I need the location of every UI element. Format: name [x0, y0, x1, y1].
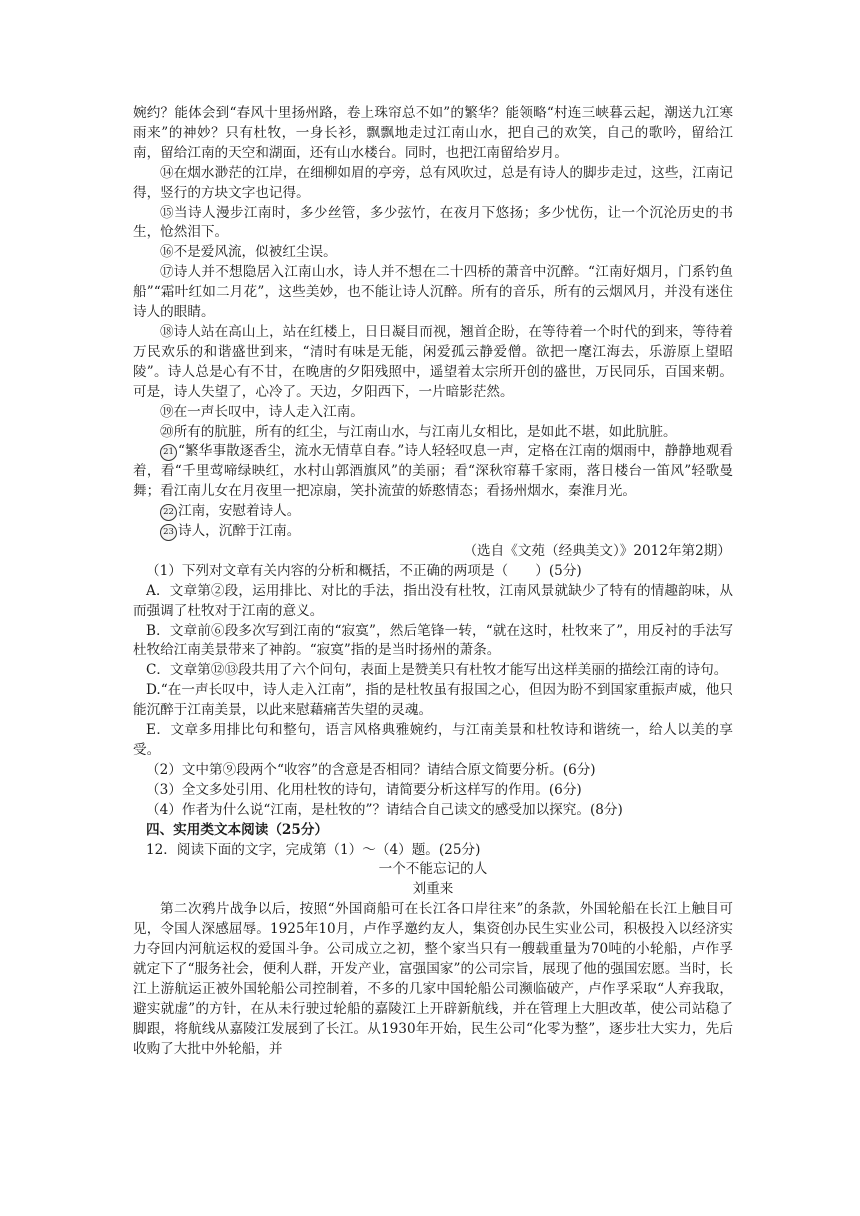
- article-paragraph-21-text: “繁华事散逐香尘，流水无情草自春。”诗人轻轻叹息一声，定格在江南的烟雨中，静静地观看着，看“千里莺啼绿映红，水村山郭酒旗风”的美丽；看“深秋帘幕千家雨，落日楼台一笛风”轻歌曼舞；看江南儿女在月夜里一把凉扇，笑扑流萤的娇憨情态；看扬州烟水，秦淮月光。: [133, 443, 733, 500]
- article-author: 刘重来: [412, 881, 454, 898]
- article-source: （选自《文苑（经典美文）》2012年第2期）: [463, 542, 731, 559]
- question-4: （4）作者为什么说“江南，是杜牧的”？请结合自己读文的感受加以探究。(8分): [146, 801, 623, 818]
- question-2: （2）文中第⑨段两个“收容”的含意是否相同？请结合原文简要分析。(6分): [146, 761, 596, 778]
- option-d: D.“在一声长叹中，诗人走入江南”，指的是杜牧虽有报国之心，但因为盼不到国家重振声威，他只能沉醉于江南美景，以此来慰藉痛苦失望的灵魂。: [133, 682, 733, 719]
- option-c: C．文章第⑫⑬段共用了六个问句，表面上是赞美只有杜牧才能写出这样美丽的描绘江南的诗句。: [146, 662, 728, 679]
- paragraph-number-23: 23: [160, 524, 177, 541]
- article-paragraph-21: [133, 442, 733, 502]
- article-title: 一个不能忘记的人: [378, 861, 488, 878]
- option-e: E．文章多用排比句和整句，语言风格典雅婉约，与江南美景和杜牧诗和谐统一，给人以美的享受。: [133, 722, 733, 758]
- article-paragraph-14: ⑭在烟水渺茫的江岸，在细柳如眉的亭旁，总有风吹过，总是有诗人的脚步走过，这些，江南记得，竖行的方块文字也记得。: [133, 164, 733, 201]
- option-a: A．文章第②段，运用排比、对比的手法，指出没有杜牧，江南风景就缺少了特有的情趣韵味，从而强调了杜牧对于江南的意义。: [133, 582, 733, 619]
- article-paragraph-17: ⑰诗人并不想隐居入江南山水，诗人并不想在二十四桥的萧音中沉醉。“江南好烟月，门系钓鱼船”“霜叶红如二月花”，这些美妙，也不能让诗人沉醉。所有的音乐，所有的云烟风月，并没有迷住诗人的眼睛。: [133, 264, 733, 321]
- section-heading: 四、实用类文本阅读（25分）: [146, 821, 329, 838]
- paragraph-number-21: 21: [160, 444, 177, 461]
- option-b: B．文章前⑥段多次写到江南的“寂寞”，然后笔锋一转，“就在这时，杜牧来了”，用反衬的手法写杜牧给江南美景带来了神韵。“寂寞”指的是当时扬州的萧条。: [133, 622, 733, 659]
- article-paragraph-23-text: 诗人，沉醉于江南。: [178, 523, 301, 540]
- article-paragraph-22-text: 江南，安慰着诗人。: [178, 503, 301, 520]
- article-paragraph-23: [133, 522, 733, 542]
- article-paragraph-18: ⑱诗人站在高山上，站在红楼上，日日凝目而视，翘首企盼，在等待着一个时代的到来，等待着万民欢乐的和谐盛世到来，“清时有味是无能，闲爱孤云静爱僧。欲把一麾江海去，乐游原上望昭陵”。诗人总是心有不甘，在晚唐的夕阳残照中，遥望着太宗所开创的盛世，万民同乐，百国来朝。可是，诗人失望了，心冷了。天边，夕阳西下，一片暗影茫然。: [133, 323, 733, 400]
- article-paragraph-19: ⑲在一声长叹中，诗人走入江南。: [160, 403, 364, 420]
- document-page: [133, 104, 733, 1060]
- question-3: （3）全文多处引用、化用杜牧的诗句，请简要分析这样写的作用。(6分): [146, 781, 582, 798]
- article-paragraph-22: [133, 502, 733, 522]
- article-paragraph-20: ⑳所有的肮脏，所有的红尘，与江南山水，与江南儿女相比，是如此不堪，如此肮脏。: [160, 423, 677, 440]
- article-paragraph-15: ⑮当诗人漫步江南时，多少丝管，多少弦竹，在夜月下悠扬；多少忧伤，让一个沉沦历史的书生，怆然泪下。: [133, 204, 733, 241]
- question-12: 12．阅读下面的文字，完成第（1）～（4）题。(25分): [146, 841, 481, 858]
- article-paragraph-16: ⑯不是爱风流，似被红尘误。: [160, 244, 337, 261]
- article-body: 第二次鸦片战争以后，按照“外国商船可在长江各口岸往来”的条款，外国轮船在长江上触目可见，令国人深感屈辱。1925年10月，卢作孚邀约友人，集资创办民生实业公司，积极投入以经济实力夺回内河航运权的爱国斗争。公司成立之初，整个家当只有一艘载重量为70吨的小轮船，卢作孚就定下了“服务社会，便利人群，开发产业，富强国家”的公司宗旨，展现了他的强国宏愿。当时，长江上游航运正被外国轮船公司控制着，不多的几家中国轮船公司濒临破产，卢作孚采取“人弃我取，避实就虚”的方针，在从未行驶过轮船的嘉陵江上开辟新航线，并在管理上大胆改革，使公司站稳了脚跟，将航线从嘉陵江发展到了长江。从1930年开始，民生公司“化零为整”，逐步壮大实力，先后收购了大批中外轮船，并: [133, 901, 733, 1057]
- article-paragraph-intro: 婉约？能体会到“春风十里扬州路，卷上珠帘总不如”的繁华？能领略“村连三峡暮云起，潮送九江寒雨来”的神妙？只有杜牧，一身长衫，飘飘地走过江南山水，把自己的欢笑，自己的歌吟，留给江南，留给江南的天空和湖面，还有山水楼台。同时，也把江南留给岁月。: [133, 105, 733, 161]
- paragraph-number-22: 22: [160, 504, 177, 521]
- question-1: （1）下列对文章有关内容的分析和概括，不正确的两项是（ ）(5分): [146, 562, 582, 579]
